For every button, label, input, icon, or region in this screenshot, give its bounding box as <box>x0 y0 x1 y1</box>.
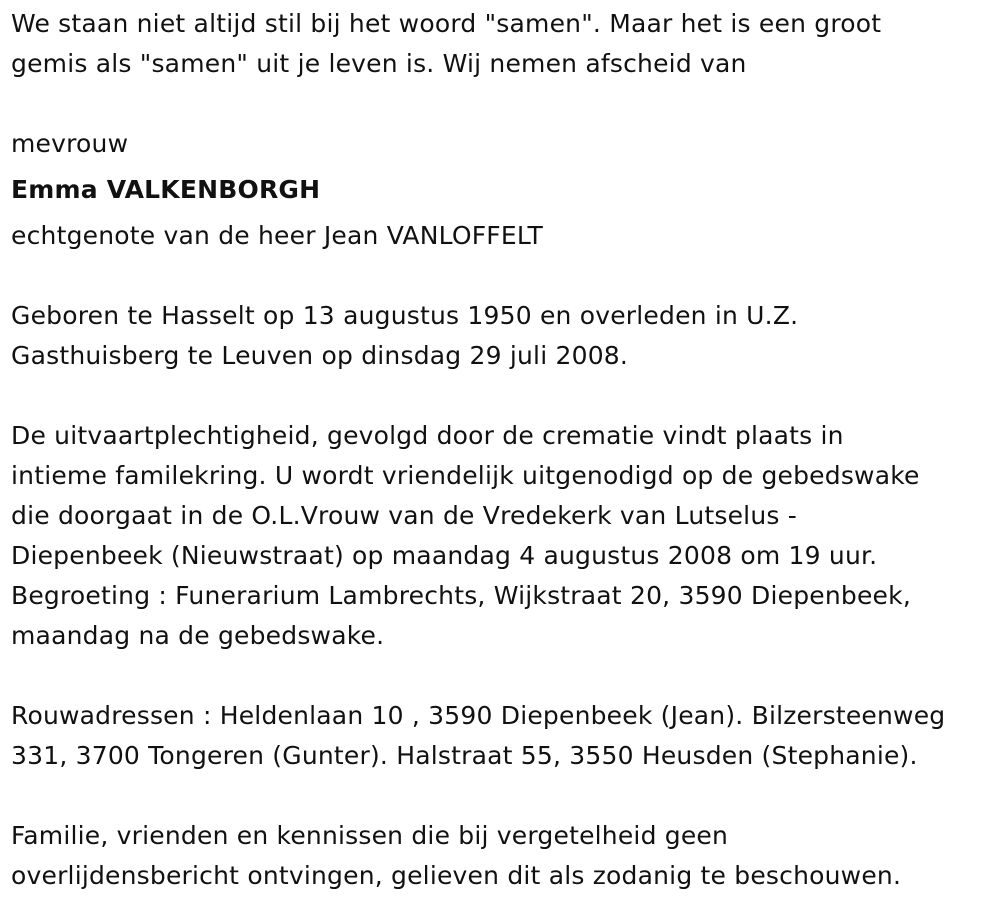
text-line: gemis als "samen" uit je leven is. Wij nemen afscheid van <box>11 49 747 78</box>
closing-paragraph <box>11 816 991 896</box>
ceremony-paragraph <box>11 416 991 656</box>
text-line: We staan niet altijd stil bij het woord "samen". Maar het is een groot <box>11 9 882 38</box>
text-line: De uitvaartplechtigheid, gevolgd door de crematie vindt plaats in <box>11 421 844 450</box>
paragraph-gap <box>11 256 991 296</box>
paragraph-gap <box>11 656 991 696</box>
text-line: Gasthuisberg te Leuven op dinsdag 29 juli 2008. <box>11 341 629 370</box>
text-line: die doorgaat in de O.L.Vrouw van de Vredekerk van Lutselus - <box>11 501 797 530</box>
person-name: Emma VALKENBORGH <box>11 175 321 204</box>
obituary-document <box>11 4 991 896</box>
text-line: Familie, vrienden en kennissen die bij vergetelheid geen <box>11 821 729 850</box>
person-block <box>11 124 991 256</box>
text-line: Rouwadressen : Heldenlaan 10 , 3590 Diepenbeek (Jean). Bilzersteenweg <box>11 701 946 730</box>
text-line: Diepenbeek (Nieuwstraat) op maandag 4 augustus 2008 om 19 uur. <box>11 541 878 570</box>
person-spouse: echtgenote van de heer Jean VANLOFFELT <box>11 221 544 250</box>
paragraph-gap <box>11 376 991 416</box>
paragraph-gap <box>11 776 991 816</box>
text-line: maandag na de gebedswake. <box>11 621 385 650</box>
intro-paragraph <box>11 4 991 84</box>
addresses-paragraph <box>11 696 991 776</box>
birth-death-paragraph <box>11 296 991 376</box>
text-line: intieme familekring. U wordt vriendelijk uitgenodigd op de gebedswake <box>11 461 920 490</box>
text-line: 331, 3700 Tongeren (Gunter). Halstraat 55, 3550 Heusden (Stephanie). <box>11 741 918 770</box>
text-line: Begroeting : Funerarium Lambrechts, Wijkstraat 20, 3590 Diepenbeek, <box>11 581 911 610</box>
text-line: overlijdensbericht ontvingen, gelieven dit als zodanig te beschouwen. <box>11 861 902 890</box>
paragraph-gap <box>11 84 991 124</box>
person-title: mevrouw <box>11 129 129 158</box>
text-line: Geboren te Hasselt op 13 augustus 1950 en overleden in U.Z. <box>11 301 799 330</box>
